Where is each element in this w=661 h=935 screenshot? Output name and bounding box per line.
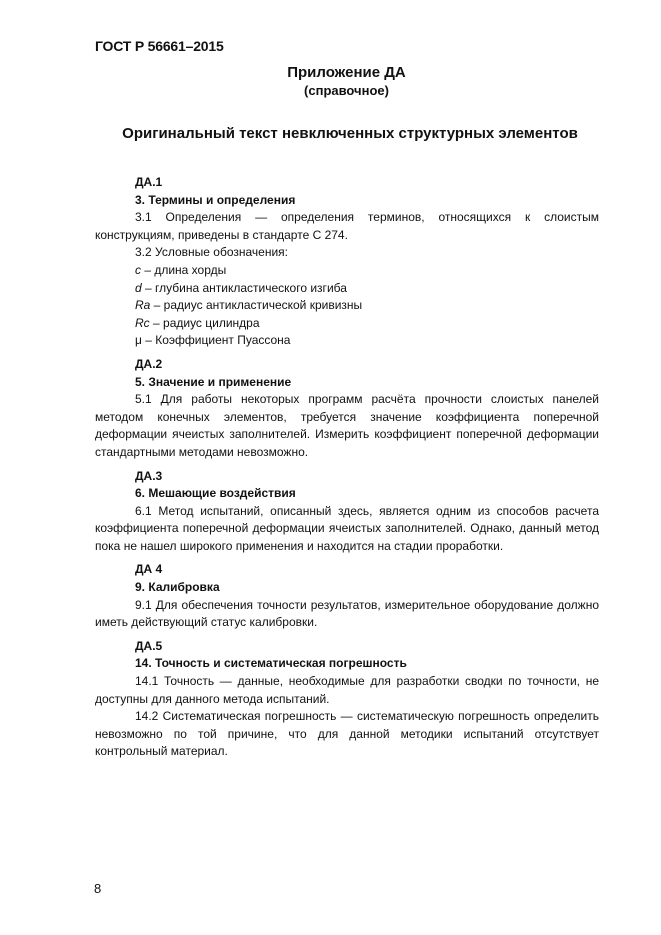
symbol-description: – длина хорды — [141, 262, 227, 277]
section-id: ДА.3 — [135, 468, 163, 483]
symbol-description: – радиус цилиндра — [149, 315, 260, 330]
paragraph: 9.1 Для обеспечения точности результатов, измерительное оборудование должно иметь действующий статус калибровки. — [95, 597, 599, 630]
symbol-item — [95, 297, 599, 315]
section-title: 14. Точность и систематическая погрешность — [135, 656, 407, 671]
section-title: 5. Значение и применение — [135, 374, 292, 389]
appendix-subtitle: (справочное) — [304, 83, 389, 98]
paragraph: 14.1 Точность — данные, необходимые для разработки сводки по точности, не доступны для данного метода испытаний. — [95, 674, 599, 706]
symbol: μ — [135, 333, 142, 348]
paragraph: 3.2 Условные обозначения: — [135, 245, 288, 260]
document-body — [95, 174, 599, 761]
paragraph: 6.1 Метод испытаний, описанный здесь, является одним из способов расчета коэффициента поперечной деформации ячеистых заполнителей. Однако, данный метод пока не нашел широкого применения и находится на стадии проработки. — [95, 503, 599, 553]
symbol-description: – глубина антикластического изгиба — [141, 280, 347, 295]
symbol-description: – Коэффициент Пуассона — [141, 333, 291, 348]
section-title: 3. Термины и определения — [135, 192, 296, 207]
symbol-description: – радиус антикластической кривизны — [150, 298, 363, 313]
section-da2 — [95, 356, 599, 462]
appendix-title: Приложение ДА — [287, 64, 406, 81]
document-code: ГОСТ Р 56661–2015 — [95, 38, 224, 54]
symbol: d — [135, 280, 142, 295]
symbol-item — [95, 315, 599, 333]
paragraph: 5.1 Для работы некоторых программ расчёта прочности слоистых панелей методом конечных элементов, требуется значение коэффициента поперечной деформации ячеистых заполнителей. Измерить коэффициент поперечной деформации стандартными методами невозможно. — [95, 392, 599, 459]
symbol-item — [95, 262, 599, 280]
section-title: 9. Калибровка — [135, 580, 220, 595]
page-number: 8 — [94, 881, 102, 896]
page-title: Оригинальный текст невключенных структурных элементов — [122, 125, 578, 142]
paragraph: 3.1 Определения — определения терминов, относящихся к слоистым конструкциям, приведены в стандарте С 274. — [95, 210, 599, 242]
section-da3 — [95, 468, 599, 556]
section-da1 — [95, 174, 599, 350]
symbol: c — [135, 262, 141, 277]
section-da4 — [95, 561, 599, 631]
section-id: ДА.1 — [135, 175, 163, 189]
symbol: Rc — [135, 315, 150, 330]
symbol-item — [95, 280, 599, 298]
paragraph: 14.2 Систематическая погрешность — систематическую погрешность определить невозможно по той причине, что для данной методики испытаний отсутствует контрольный материал. — [95, 709, 599, 759]
symbol: Ra — [135, 298, 151, 313]
section-da5 — [95, 638, 599, 761]
symbol-item — [95, 332, 599, 350]
appendix-heading — [0, 63, 661, 99]
section-title: 6. Мешающие воздействия — [135, 486, 296, 501]
section-id: ДА.5 — [135, 638, 163, 653]
section-id: ДА.2 — [135, 356, 163, 371]
section-id: ДА 4 — [135, 562, 163, 577]
